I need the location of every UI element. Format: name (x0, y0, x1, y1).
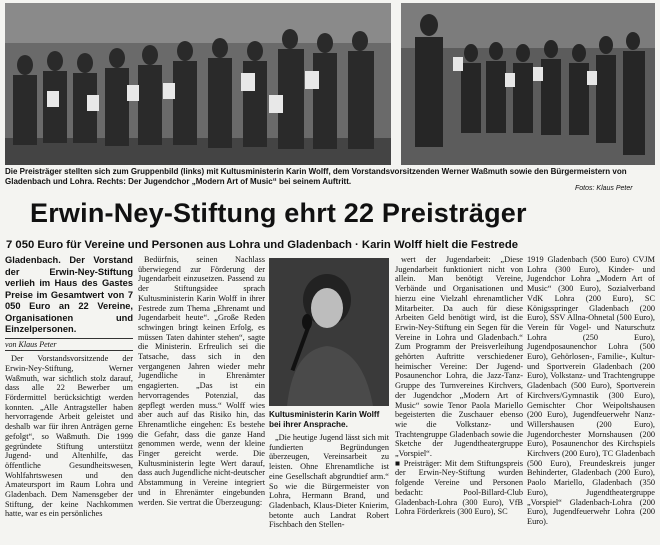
minister-photo-caption: Kultusministerin Karin Wolff bei ihrer Ansprache. (269, 410, 380, 429)
column-1 (5, 255, 133, 543)
group-photo-image (5, 3, 391, 165)
choir-photo-image (401, 3, 655, 165)
column-3 (269, 433, 389, 543)
column-4 (395, 255, 523, 543)
choir-photo (401, 3, 655, 165)
byline: von Klaus Peter (5, 338, 133, 352)
col5-body: 1919 Gladenbach (500 Euro) CVJM Lohra (300 Euro), Kinder- und Jugendchor Lohra „Modern Art of Music“ (300 Euro), Sozialverband VdK Lohra (200 Euro), SC Königsspringer Gladenbach (200 Euro), SSV Allna-Ohnetal (500 Euro), Verein für Vogel- und Naturschutz Lohra (250 Euro), Jugendposaunenchor Lohra (500 Euro), Gehörlosen-, Familie-, Kultur- und Sportverein Gladenbach (200 Euro), Volkstanz- und Trachtengruppe Gladenbach (500 Euro), Sportverein Kirchvers/Gymnastik (300 Euro), Gemischter Chor Weipoltshausen (200 Euro), Jugendfeuerwehr Nanz-Willershausen (200 Euro), Jugendorchester Mornshausen (200 Euro), Posaunenchor des Kirchspiels Kirchvers (200 Euro), TC Gladenbach (500 Euro), Freundeskreis junger Behinderter, Gladenbach (200 Euro), Paolo Mariello, Gladenbach (350 Euro), Jugendtheatergruppe „Vorspiel“ Gladenbach-Lohra (200 Euro), Jugendfeuerwehr Lohra (200 Euro). (527, 255, 655, 526)
col2-body: Bedürfnis, seinen Nachlass überwiegend zur Förderung der Jugendarbeit einzusetzen. Passend zu der Stiftungsidee sprach Kultusministerin Karin Wolff in ihrer Festrede zum Thema „Ehrenamt und Jugendarbeit heute“. „Große Reden schwingen bringt keinen Erfolg, es müssen Taten dahinter stehen“, sagte die Ministerin. Erfreulich sei die Tatsache, dass sich in den vergangenen Jahren wieder mehr Jugendliche in Ehrenämter engagierten. „Das ist ein hervorragendes Potenzial, das gepflegt werden muss.“ Wolff wies aber auch auf das Risiko hin, das Ehrenamtliche eingehen: Es bestehe die Gefahr, dass die ganze Hand genommen werde, wenn der kleine Finger gereicht werde. Die Kultusministerin legte Wert darauf, dass auch Jugendliche nicht-deutscher Abstammung in Vereine integriert und in Ehrenämter eingebunden werden. Sie vertrat die Überzeugung: (138, 255, 265, 507)
column-2 (138, 255, 265, 543)
col4-body: wert der Jugendarbeit: „Diese Jugendarbeit funktioniert nicht von allein. Man benötigt Vereine, Verbände und Organisationen und hierzu eine Vielzahl ehrenamtlicher Mitarbeiter. Da auch für diese Arbeiten Geld benötigt wird, ist die Erwin-Ney-Stiftung ein Segen für die Vereine in Lohra und Gladenbach.“ Zum Programm der Preisverleihung gehörten Auftritte verschiedener heimischer Vereine: Der Jugend-Posaunenchor Lohra, die Jazz-Tanz-Gruppe des Turnvereines Kirchvers, der Jugendchor „Modern Art of Music“ sowie Tenor Paola Mariello begeisterten die Zuschauer ebenso wie die Volkstanz- und Trachtengruppe Gladenbach sowie die Sketche der Jugendtheatergruppe „Vorspiel“. (395, 255, 523, 459)
minister-photo-image (269, 258, 389, 406)
minister-photo (269, 258, 389, 406)
lead-text: Gladenbach. Der Vorstand der Erwin-Ney-Stiftung verlieh im Haus des Gastes Preise im Gesamtwert von 7 050 Euro an 22 Vereine, Organisationen und Einzelpersonen. (5, 255, 133, 334)
col3-body: „Die heutige Jugend lässt sich mit fundierten Begründungen überzeugen, Vereinsarbeit zu leisten. Ohne Ehrenamtliche ist eine Gesellschaft abgrundtief arm.“ So wie die Bürgermeister von Lohra, Hermann Brand, und Gladenbach, Klaus-Dieter Knierim, betonte auch Landrat Robert Fischbach den Stellen- (269, 433, 389, 530)
group-photo (5, 3, 391, 165)
col4-list: ■ Preisträger: Mit dem Stiftungspreis der Erwin-Ney-Stiftung wurden folgende Vereine und Personen bedacht: Pool-Billard-Club Gladenbach-Lohra (300 Euro), VfB Lohra Förderkreis (300 Euro), SC (395, 458, 523, 517)
column-5 (527, 255, 655, 543)
photo-credit: Fotos: Klaus Peter (575, 185, 633, 192)
headline: Erwin-Ney-Stiftung ehrt 22 Preisträger (30, 198, 527, 228)
subheadline: 7 050 Euro für Vereine und Personen aus Lohra und Gladenbach · Karin Wolff hielt die Festrede (6, 239, 519, 251)
col1-body: Der Vorstandsvorsitzende der Erwin-Ney-Stiftung, Werner Waßmuth, war sichtlich stolz darauf, dass alle 22 Bewerber um Fördermittel berücksichtigt werden konnten. „Alle Antragsteller haben hervorragende Arbeit geleistet und deshalb war für ihren Anträgen gerne gefolgt“, so Waßmuth. Die 1999 gegründete Stiftung unterstützt Jugend- und Altenhilfe, das öffentliche Gesundheitswesen, Wohlfahrtswesen und den Amateursport im Raum Lohra und Gladenbach. Dem Namensgeber der Stiftung, der keine Nachkommen hatte, war es ein persönliches (5, 354, 133, 519)
photo-caption: Die Preisträger stellten sich zum Gruppenbild (links) mit Kultusministerin Karin Wolff, dem Vorstandsvorsitzenden Werner Waßmuth sowie den Bürgermeistern von Gladenbach und Lohra. Rechts: Der Jugendchor „Modern Art of Music“ bei seinem Auftritt. (5, 167, 627, 186)
